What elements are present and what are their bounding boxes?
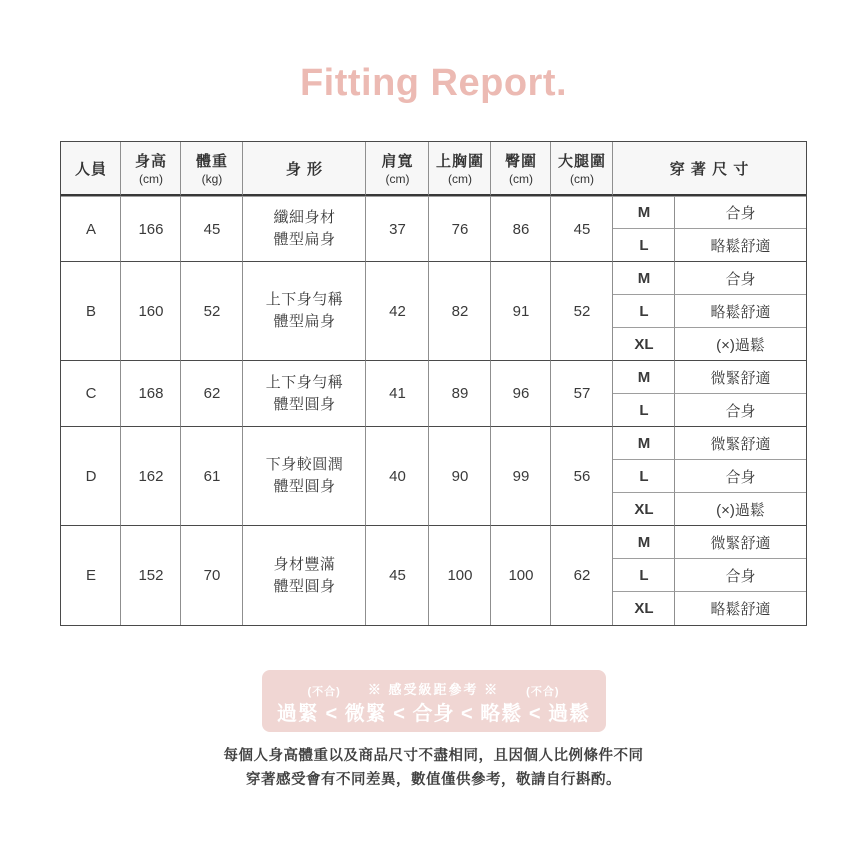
hip-cell: 91 [491,262,551,361]
person-cell: A [61,196,121,262]
fit-cell: 微緊舒適 [675,361,805,394]
thigh-cell: 56 [551,427,613,526]
shape-cell: 纖細身材 體型扁身 [243,196,366,262]
fit-cell: 微緊舒適 [675,526,805,559]
fit-scale-legend [262,670,606,732]
legend-note-right: (不合) [526,686,560,698]
shoulder-cell: 40 [366,427,429,526]
table-row-e [61,526,805,559]
shape-cell: 上下身勻稱 體型圓身 [243,361,366,427]
size-cell: M [613,427,675,460]
bust-cell: 100 [429,526,491,625]
bust-cell: 90 [429,427,491,526]
table-header-row [61,142,805,196]
size-cell: M [613,361,675,394]
size-cell: L [613,460,675,493]
weight-cell: 61 [181,427,243,526]
hip-cell: 99 [491,427,551,526]
height-cell: 160 [121,262,181,361]
fit-cell: 微緊舒適 [675,427,805,460]
col-header-shape: 身 形 [243,142,366,196]
col-header-shoulder: 肩寬 (cm) [366,142,429,196]
col-header-person: 人員 [61,142,121,196]
shoulder-cell: 37 [366,196,429,262]
size-cell: M [613,526,675,559]
height-cell: 168 [121,361,181,427]
shape-cell: 上下身勻稱 體型扁身 [243,262,366,361]
table-row-d [61,427,805,460]
person-cell: C [61,361,121,427]
shape-cell: 下身較圓潤 體型圓身 [243,427,366,526]
shape-cell: 身材豐滿 體型圓身 [243,526,366,625]
col-header-bust: 上胸圍 (cm) [429,142,491,196]
fit-cell: 略鬆舒適 [675,592,805,625]
legend-note-left: (不合) [307,686,341,698]
fit-cell: 合身 [675,262,805,295]
col-header-thigh: 大腿圍 (cm) [551,142,613,196]
hip-cell: 100 [491,526,551,625]
table-row-c [61,361,805,394]
size-cell: L [613,559,675,592]
legend-title: ※ 感受級距參考 ※ [367,682,500,697]
fit-cell: (×)過鬆 [675,493,805,526]
size-cell: L [613,295,675,328]
fit-cell: 合身 [675,559,805,592]
thigh-cell: 45 [551,196,613,262]
shoulder-cell: 42 [366,262,429,361]
thigh-cell: 62 [551,526,613,625]
fit-cell: 合身 [675,196,805,229]
shoulder-cell: 41 [366,361,429,427]
bust-cell: 76 [429,196,491,262]
person-cell: B [61,262,121,361]
weight-cell: 45 [181,196,243,262]
disclaimer-line-2: 穿著感受會有不同差異，數值僅供參考，敬請自行斟酌。 [246,771,621,788]
height-cell: 162 [121,427,181,526]
size-cell: M [613,262,675,295]
person-cell: D [61,427,121,526]
page-title: Fitting Report. [299,62,568,104]
thigh-cell: 57 [551,361,613,427]
table-row-b [61,262,805,295]
size-cell: M [613,196,675,229]
size-cell: L [613,229,675,262]
legend-scale: 過緊 < 微緊 < 合身 < 略鬆 < 過鬆 [276,703,591,725]
fit-cell: 略鬆舒適 [675,229,805,262]
col-header-hip: 臀圍 (cm) [491,142,551,196]
weight-cell: 62 [181,361,243,427]
size-cell: XL [613,328,675,361]
fit-cell: (×)過鬆 [675,328,805,361]
col-header-wear-size: 穿 著 尺 寸 [613,142,805,196]
fitting-table [60,141,806,626]
size-cell: L [613,394,675,427]
thigh-cell: 52 [551,262,613,361]
bust-cell: 89 [429,361,491,427]
table-row-a [61,196,805,229]
height-cell: 166 [121,196,181,262]
fit-cell: 合身 [675,460,805,493]
weight-cell: 70 [181,526,243,625]
weight-cell: 52 [181,262,243,361]
disclaimer [0,745,867,793]
fit-cell: 略鬆舒適 [675,295,805,328]
hip-cell: 86 [491,196,551,262]
person-cell: E [61,526,121,625]
col-header-height: 身高 (cm) [121,142,181,196]
size-cell: XL [613,592,675,625]
bust-cell: 82 [429,262,491,361]
col-header-weight: 體重 (kg) [181,142,243,196]
shoulder-cell: 45 [366,526,429,625]
fit-cell: 合身 [675,394,805,427]
height-cell: 152 [121,526,181,625]
hip-cell: 96 [491,361,551,427]
disclaimer-line-1: 每個人身高體重以及商品尺寸不盡相同，且因個人比例條件不同 [223,748,644,764]
size-cell: XL [613,493,675,526]
